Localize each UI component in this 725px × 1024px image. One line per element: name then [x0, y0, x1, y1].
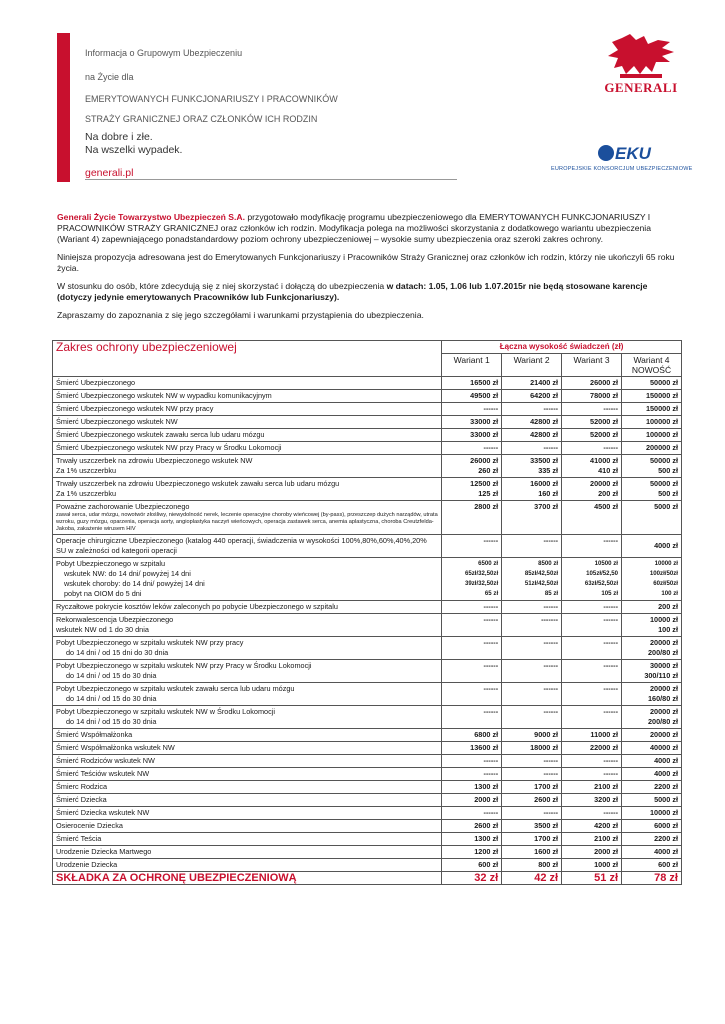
cell: 78000 zł [562, 390, 622, 403]
cell: 13600 zł [442, 742, 502, 755]
cell: ------ [562, 683, 622, 706]
cell: ------ [442, 637, 502, 660]
cell: ------ [502, 755, 562, 768]
table-row [53, 781, 682, 794]
table-row [53, 706, 682, 729]
header-line-3: EMERYTOWANYCH FUNKCJONARIUSZY I PRACOWNIKÓW [85, 94, 338, 104]
table-row [53, 478, 682, 501]
row-label: Śmierć Ubezpieczonego [53, 377, 442, 390]
cell [502, 558, 562, 601]
row-label-line: do 14 dni / od 15 do 30 dnia [66, 717, 157, 726]
row-label [53, 478, 442, 501]
table-row [53, 742, 682, 755]
row-description: zawał serca, udar mózgu, nowotwór złośliwy, niewydolność nerek, leczenie operacyjne choroby wieńcowej (by-pass), przeszczep dużych narządów, utrata wzroku, guzy mózgu, oparzenia, operacja aorty, angioplastyka naczyń wieńcowych, operacja zastawek serca, anemia aplastyczna, choroba Creutzfelda-Jakoba, zakażenie wirusem HIV [56, 512, 438, 532]
cell: ------ [442, 442, 502, 455]
table-row [53, 820, 682, 833]
table-row [53, 558, 682, 601]
table-row [53, 501, 682, 535]
table-row [53, 683, 682, 706]
variant-4-label: Wariant 4 [633, 355, 670, 365]
premium-variant-2: 42 zł [502, 872, 562, 885]
cell: 50000 zł [622, 377, 682, 390]
cell-line: 12500 zł [470, 479, 499, 488]
cell: 33000 zł [442, 416, 502, 429]
row-label: Operacje chirurgiczne Ubezpieczonego (katalog 440 operacji, świadczenia w wysokości 100%,80%,60%,40%,20% SU w zależności od kategorii operacji [53, 535, 442, 558]
cell: ------- [502, 614, 562, 637]
cell [622, 706, 682, 729]
cell: 800 zł [502, 859, 562, 872]
cell: 16500 zł [442, 377, 502, 390]
cell-line: 16000 zł [530, 479, 559, 488]
cell: 18000 zł [502, 742, 562, 755]
cell: 4500 zł [562, 501, 622, 535]
cell: ------ [442, 403, 502, 416]
cell-line: 65 zł [484, 590, 499, 597]
cell: ------ [502, 768, 562, 781]
row-label-line: Pobyt Ubezpieczonego w szpitalu wskutek NW przy Pracy w Środku Lokomocji [56, 661, 312, 670]
cell: 2200 zł [622, 833, 682, 846]
cell-line: 60zł/50zł [653, 580, 678, 587]
cell-line: 10500 zł [594, 560, 619, 567]
cell: 33000 zł [442, 429, 502, 442]
cell: 3200 zł [562, 794, 622, 807]
cell-line: 260 zł [478, 466, 499, 475]
cell [562, 558, 622, 601]
cell: 100000 zł [622, 416, 682, 429]
intro-paragraph-2: Niniejsza propozycja adresowana jest do Emerytowanych Funkcjonariuszy i Pracowników Straży Granicznej oraz członków ich rodzin, którzy nie ukończyli 65 roku życia. [57, 252, 675, 273]
cell: ------ [442, 614, 502, 637]
cell-line: 10000 zł [650, 615, 678, 624]
table-row [53, 601, 682, 614]
cell: ------ [562, 768, 622, 781]
cell: 5000 zł [622, 794, 682, 807]
cell-line: 33500 zł [530, 456, 559, 465]
cell-line: 63zł/52,50zł [584, 580, 619, 587]
cell [562, 478, 622, 501]
intro-text [57, 212, 682, 328]
cell: 100000 zł [622, 429, 682, 442]
row-label: Śmierć Ubezpieczonego wskutek NW przy Pracy w Środku Lokomocji [53, 442, 442, 455]
cell [622, 478, 682, 501]
table-row [53, 637, 682, 660]
cell: 200 zł [622, 601, 682, 614]
row-label [53, 637, 442, 660]
cell: 11000 zł [562, 729, 622, 742]
cell-line: 50000 zł [650, 456, 678, 465]
variant-4-note: NOWOŚĆ [631, 365, 672, 375]
intro-p3-a: W stosunku do osób, które zdecydują się z niej skorzystać i dołączą do ubezpieczenia [57, 281, 387, 291]
cell: 2600 zł [502, 794, 562, 807]
cell-line: 65zł/32,50zł [464, 570, 499, 577]
generali-link[interactable]: generali.pl [85, 167, 134, 179]
cell: ------ [562, 660, 622, 683]
header-tagline [85, 131, 182, 157]
cell-line: 410 zł [598, 466, 619, 475]
cell: 22000 zł [562, 742, 622, 755]
cell: 6000 zł [622, 820, 682, 833]
row-label-line: wskutek NW: do 14 dni/ powyżej 14 dni [64, 569, 191, 578]
row-label-line: Pobyt Ubezpieczonego w szpitalu [56, 559, 166, 568]
cell: 1700 zł [502, 833, 562, 846]
cell-line: 26000 zł [470, 456, 499, 465]
table-row [53, 390, 682, 403]
row-label [53, 683, 442, 706]
header-line-1: Informacja o Grupowym Ubezpieczeniu [85, 48, 243, 58]
cell: 1300 zł [442, 833, 502, 846]
row-label-line: wskutek choroby: do 14 dni/ powyżej 14 dni [64, 579, 205, 588]
cell: 2000 zł [442, 794, 502, 807]
cell [562, 455, 622, 478]
row-label-line: Pobyt Ubezpieczonego w szpitalu wskutek zawału serca lub udaru mózgu [56, 684, 295, 693]
table-row [53, 442, 682, 455]
table-row [53, 429, 682, 442]
row-label: Osierocenie Dziecka [53, 820, 442, 833]
table-row [53, 535, 682, 558]
cell: 2200 zł [622, 781, 682, 794]
intro-paragraph-4: Zapraszamy do zapoznania z się jego szczegółami i warunkami przystąpienia do ubezpieczenia. [57, 310, 424, 320]
row-label-line: Rekonwalescencja Ubezpieczonego [56, 615, 174, 624]
cell: 2800 zł [442, 501, 502, 535]
row-label-line: do 14 dni / od 15 do 30 dnia [66, 671, 157, 680]
cell: 2000 zł [562, 846, 622, 859]
cell-line: 41000 zł [590, 456, 619, 465]
cell [622, 660, 682, 683]
row-label-line: pobyt na OIOM do 5 dni [64, 589, 142, 598]
cell: ------ [562, 403, 622, 416]
row-label [53, 614, 442, 637]
cell-line: 20000 zł [650, 684, 678, 693]
cell: 9000 zł [502, 729, 562, 742]
table-row [53, 729, 682, 742]
cell-line: 6500 zł [478, 560, 499, 567]
table-row [53, 614, 682, 637]
row-label-line: Pobyt Ubezpieczonego w szpitalu wskutek NW przy pracy [56, 638, 244, 647]
cell-line: 50000 zł [650, 479, 678, 488]
cell-line: 85zł/42,50zł [524, 570, 559, 577]
cell [442, 455, 502, 478]
cell-line: 100zł/50zł [649, 570, 678, 577]
row-label [53, 501, 442, 535]
table-row [53, 794, 682, 807]
cell: ------ [502, 683, 562, 706]
cell-line: 300/110 zł [644, 671, 678, 680]
variant-4-header [622, 354, 682, 377]
row-label [53, 660, 442, 683]
cell: ------ [442, 660, 502, 683]
cell: ------ [502, 807, 562, 820]
row-label-line: Pobyt Ubezpieczonego w szpitalu wskutek NW w Środku Lokomocji [56, 707, 276, 716]
cell-line: 30000 zł [650, 661, 678, 670]
table-row [53, 755, 682, 768]
cell: ------ [502, 706, 562, 729]
cell [442, 478, 502, 501]
row-label-line: do 14 dni / od 15 do 30 dnia [66, 694, 157, 703]
cell [622, 637, 682, 660]
cell [502, 455, 562, 478]
cell: 6800 zł [442, 729, 502, 742]
cell: 4000 zł [622, 755, 682, 768]
cell: 1300 zł [442, 781, 502, 794]
premium-variant-3: 51 zł [562, 872, 622, 885]
table-row [53, 403, 682, 416]
cell: ------ [442, 768, 502, 781]
table-row [53, 846, 682, 859]
intro-paragraph-3 [57, 281, 682, 303]
row-label: Śmierć Ubezpieczonego wskutek zawału serca lub udaru mózgu [53, 429, 442, 442]
table-row [53, 833, 682, 846]
table-title: Zakres ochrony ubezpieczeniowej [53, 341, 442, 377]
cell: ------ [442, 807, 502, 820]
row-label-line: Za 1% uszczerbku [56, 466, 117, 475]
intro-p3-b: w datach: 1.05, 1.06 lub 1.07.2015r nie będą stosowane karencje (dotyczy jedynie emerytowanych Pracowników lub Funkcjonariuszy). [57, 281, 648, 302]
cell-line: 85 zł [544, 590, 559, 597]
header-red-bar [57, 33, 70, 182]
header-line-4: STRAŻY GRANICZNEJ ORAZ CZŁONKÓW ICH RODZIN [85, 114, 318, 124]
premium-row [53, 872, 682, 885]
cell: ------ [562, 442, 622, 455]
cell: 4000 zł [622, 768, 682, 781]
intro-p1-rest: przygotowało modyfikację programu ubezpieczeniowego dla EMERYTOWANYCH FUNKCJONARIUSZY I PRACOWNIKÓW STRAŻY GRANICZNEJ oraz członków ich rodzin. Modyfikacja polega na możliwości skorzystania z dodatkowego wariantu ubezpieczenia (Wariant 4) zapewniającego ponadstandardowy poziom ochrony ubezpieczeniowej – wysokie sumy ubezpieczenia oraz szeroki zakres ochrony. [57, 212, 651, 244]
cell: ------ [562, 755, 622, 768]
cell: 2100 zł [562, 833, 622, 846]
variant-2-header: Wariant 2 [502, 354, 562, 377]
row-label: Śmierc Rodzica [53, 781, 442, 794]
cell: 21400 zł [502, 377, 562, 390]
cell-line: 200/80 zł [647, 648, 678, 657]
row-label: Urodzenie Dziecka [53, 859, 442, 872]
coverage-table [52, 340, 682, 885]
cell-line: 105 zł [601, 590, 619, 597]
row-label: Śmierć Rodziców wskutek NW [53, 755, 442, 768]
cell: ------ [562, 614, 622, 637]
cell: 49500 zł [442, 390, 502, 403]
tagline-2: Na wszelki wypadek. [85, 144, 183, 156]
cell: ------ [442, 755, 502, 768]
eku-subtitle: EUROPEJSKIE KONSORCJUM UBEZPIECZENIOWE [551, 166, 693, 172]
row-label-line: Trwały uszczerbek na zdrowiu Ubezpieczonego wskutek NW [56, 456, 253, 465]
table-row [53, 859, 682, 872]
cell-line: 51zł/42,50zł [524, 580, 559, 587]
row-label [53, 455, 442, 478]
row-label: Śmierć Dziecka wskutek NW [53, 807, 442, 820]
table-header-row [53, 341, 682, 354]
cell: 3700 zł [502, 501, 562, 535]
cell: 42800 zł [502, 429, 562, 442]
table-row [53, 660, 682, 683]
cell-line: 125 zł [478, 489, 499, 498]
cell: 4000 zł [622, 535, 682, 558]
cell: 52000 zł [562, 416, 622, 429]
variant-3-header: Wariant 3 [562, 354, 622, 377]
cell: ------ [442, 706, 502, 729]
cell [622, 614, 682, 637]
cell-line: 10000 zł [654, 560, 678, 567]
cell-line: 39zł/32,50zł [464, 580, 499, 587]
table-row [53, 807, 682, 820]
cell: 4000 zł [622, 846, 682, 859]
cell: 1200 zł [442, 846, 502, 859]
row-label: Śmierć Ubezpieczonego wskutek NW [53, 416, 442, 429]
cell-line: 20000 zł [650, 638, 678, 647]
cell: 600 zł [442, 859, 502, 872]
cell: 5000 zł [622, 501, 682, 535]
cell [502, 478, 562, 501]
header-divider [85, 179, 457, 180]
cell: 52000 zł [562, 429, 622, 442]
cell: 1600 zł [502, 846, 562, 859]
eku-globe-icon [598, 145, 614, 161]
table-row [53, 377, 682, 390]
row-label: Śmierć Współmałżonka wskutek NW [53, 742, 442, 755]
row-label: Śmierć Ubezpieczonego wskutek NW w wypadku komunikacyjnym [53, 390, 442, 403]
cell-line: 200/80 zł [647, 717, 678, 726]
cell: 20000 zł [622, 729, 682, 742]
cell: 2100 zł [562, 781, 622, 794]
row-label-line: Poważne zachorowanie Ubezpieczonego [56, 502, 190, 511]
cell: 4200 zł [562, 820, 622, 833]
cell-line: 100 zł [661, 590, 678, 597]
row-label: Śmierć Teścia [53, 833, 442, 846]
cell: ------ [562, 535, 622, 558]
cell-line: 105zł/52,50 [586, 570, 619, 577]
cell: 150000 zł [622, 403, 682, 416]
intro-paragraph-1 [57, 212, 682, 245]
table-row [53, 768, 682, 781]
cell: 10000 zł [622, 807, 682, 820]
generali-wordmark: GENERALI [604, 80, 678, 95]
row-label: Śmierć Teściów wskutek NW [53, 768, 442, 781]
row-label [53, 558, 442, 601]
table-row [53, 455, 682, 478]
cell: ------ [562, 706, 622, 729]
cell: ------ [502, 601, 562, 614]
cell-line: 500 zł [658, 466, 678, 475]
cell: 26000 zł [562, 377, 622, 390]
cell-line: 160 zł [538, 489, 559, 498]
cell: ------ [502, 535, 562, 558]
cell: ------ [442, 683, 502, 706]
row-label-line: wskutek NW od 1 do 30 dnia [56, 625, 149, 634]
row-label-line: Trwały uszczerbek na zdrowiu Ubezpieczonego wskutek zawału serca lub udaru mózgu [56, 479, 340, 488]
eku-logo [598, 144, 651, 164]
row-label: Urodzenie Dziecka Martwego [53, 846, 442, 859]
row-label-line: Za 1% uszczerbku [56, 489, 117, 498]
premium-label: SKŁADKA ZA OCHRONĘ UBEZPIECZENIOWĄ [53, 872, 442, 885]
cell [622, 455, 682, 478]
cell-line: 100 zł [658, 625, 678, 634]
cell: 2600 zł [442, 820, 502, 833]
cell: ------ [442, 535, 502, 558]
company-name: Generali Życie Towarzystwo Ubezpieczeń S.A. [57, 212, 246, 222]
cell: 1000 zł [562, 859, 622, 872]
row-label: Śmierć Współmałżonka [53, 729, 442, 742]
cell: 600 zł [622, 859, 682, 872]
cell [442, 558, 502, 601]
premium-variant-1: 32 zł [442, 872, 502, 885]
cell [622, 683, 682, 706]
cell: ------ [502, 637, 562, 660]
cell [622, 558, 682, 601]
cell: 3500 zł [502, 820, 562, 833]
cell-line: 200 zł [598, 489, 619, 498]
cell: ------ [562, 637, 622, 660]
cell: 1700 zł [502, 781, 562, 794]
cell: ------ [562, 807, 622, 820]
cell: ------ [562, 601, 622, 614]
cell: ------ [502, 442, 562, 455]
header-line-2: na Życie dla [85, 72, 134, 82]
cell: ------ [442, 601, 502, 614]
row-label-line: do 14 dni / od 15 dni do 30 dnia [66, 648, 169, 657]
row-label: Śmierć Dziecka [53, 794, 442, 807]
tagline-1: Na dobre i złe. [85, 131, 153, 143]
cell-line: 335 zł [538, 466, 559, 475]
row-label: Śmierć Ubezpieczonego wskutek NW przy pracy [53, 403, 442, 416]
cell: ------ [502, 403, 562, 416]
cell-line: 8500 zł [538, 560, 559, 567]
premium-variant-4: 78 zł [622, 872, 682, 885]
row-label [53, 706, 442, 729]
cell: ------ [502, 660, 562, 683]
variant-1-header: Wariant 1 [442, 354, 502, 377]
cell: 40000 zł [622, 742, 682, 755]
cell-line: 20000 zł [590, 479, 619, 488]
cell: 150000 zł [622, 390, 682, 403]
cell: 64200 zł [502, 390, 562, 403]
eku-wordmark: EKU [615, 144, 651, 163]
cell-line: 160/80 zł [647, 694, 678, 703]
table-row [53, 416, 682, 429]
row-label: Ryczałtowe pokrycie kosztów leków zaleconych po pobycie Ubezpieczonego w szpitalu [53, 601, 442, 614]
cell-line: 500 zł [658, 489, 678, 498]
cell: 42800 zł [502, 416, 562, 429]
header-group: Łączna wysokość świadczeń (zł) [442, 341, 682, 354]
cell: 200000 zł [622, 442, 682, 455]
cell-line: 20000 zł [650, 707, 678, 716]
